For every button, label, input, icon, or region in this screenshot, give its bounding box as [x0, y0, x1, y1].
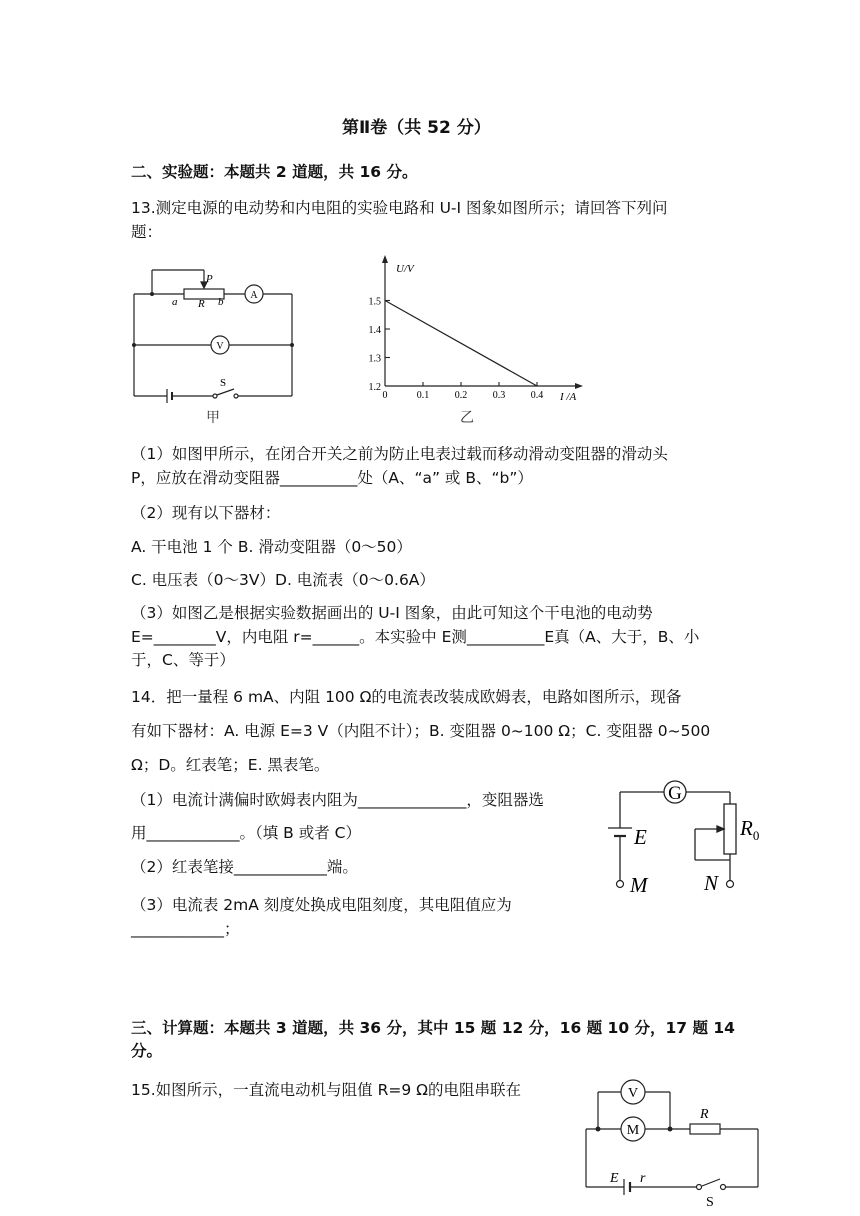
q13-sub3-line1: （3）如图乙是根据实验数据画出的 U-I 图象，由此可知这个干电池的电动势 [131, 604, 653, 622]
q13-sub1-line2: P，应放在滑动变阻器__________处（A、“a” 或 B、“b”） [131, 469, 533, 487]
x-tick-label: 0.3 [492, 390, 506, 401]
q13-sub3-line2: E=________V，内电阻 r=______。本实验中 E测__________E真（A、大于，B、小 [131, 628, 700, 646]
q14-line3: Ω；D。红表笔；E. 黑表笔。 [131, 756, 330, 774]
source-label-e: E [634, 825, 647, 849]
q14-line2: 有如下器材：A. 电源 E=3 V（内阻不计）；B. 变阻器 0~100 Ω；C. 变阻器 0~500 [131, 722, 711, 740]
q15-internal-r-label: r [640, 1171, 646, 1186]
q15-motor-label: M [626, 1123, 640, 1138]
y-tick-label: 1.4 [368, 325, 381, 336]
q14-sub3-line1: （3）电流表 2mA 刻度处换成电阻刻度，其电阻值应为 [131, 896, 512, 914]
voltmeter-label: V [216, 341, 224, 352]
q15-resistor-label: R [700, 1107, 709, 1122]
part3-heading-line2: 分。 [131, 1042, 163, 1060]
x-tick-label: 0.2 [454, 390, 468, 401]
q13-options-cd: C. 电压表（0～3V）D. 电流表（0～0.6A） [131, 571, 435, 589]
q13-sub2: （2）现有以下器材： [131, 504, 281, 522]
q15-source-label: E [610, 1171, 619, 1186]
q14-ohmmeter-circuit [600, 772, 780, 900]
rheostat-label-r0: $R_0$ [740, 816, 760, 843]
q15-motor-circuit [578, 1072, 768, 1212]
switch-label: S [220, 377, 227, 389]
end-label-a: a [172, 296, 178, 308]
q14-sub1-line1: （1）电流计满偏时欧姆表内阻为______________，变阻器选 [131, 791, 544, 809]
part3-heading-line1: 三、计算题：本题共 3 道题，共 36 分，其中 15 题 12 分，16 题 10 分，17 题 14 [131, 1019, 735, 1037]
q14-line1: 14．把一量程 6 mA、内阻 100 Ω的电流表改装成欧姆表，电路如图所示，现备 [131, 688, 682, 706]
q13-circuit-jia [128, 262, 300, 430]
ammeter-label: A [250, 290, 258, 301]
q15-line1: 15.如图所示，一直流电动机与阻值 R=9 Ω的电阻串联在 [131, 1081, 521, 1099]
x-tick-label: 0.1 [416, 390, 430, 401]
section-title: 第Ⅱ卷（共 52 分） [342, 118, 491, 138]
x-tick-label: 0 [382, 390, 388, 401]
galvanometer-label: G [668, 783, 682, 804]
q13-ui-graph [352, 252, 592, 432]
y-tick-label: 1.2 [368, 382, 381, 393]
fig-yi-caption: 乙 [460, 411, 474, 426]
q15-voltmeter-label: V [627, 1086, 639, 1101]
fig-jia-caption: 甲 [206, 411, 220, 426]
q13-stem-line1: 13.测定电源的电动势和内电阻的实验电路和 U-I 图象如图所示；请回答下列问 [131, 199, 668, 217]
q14-sub3-line2: ____________； [131, 920, 240, 938]
y-axis-label: U/V [396, 263, 414, 275]
q14-sub2: （2）红表笔接____________端。 [131, 858, 358, 876]
x-axis-label: I /A [560, 391, 577, 403]
q13-sub3-line3: 于，C、等于） [131, 651, 235, 669]
ui-line [385, 301, 537, 387]
y-tick-label: 1.3 [368, 353, 381, 365]
q13-sub1-line1: （1）如图甲所示，在闭合开关之前为防止电表过载而移动滑动变阻器的滑动头 [131, 445, 668, 463]
terminal-label-n: N [704, 871, 719, 895]
q13-stem-line2: 题： [131, 223, 163, 241]
y-tick-label: 1.5 [368, 296, 381, 308]
rheostat-label-r: R [198, 298, 205, 310]
q13-options-ab: A. 干电池 1 个 B. 滑动变阻器（0～50） [131, 538, 412, 556]
q15-switch-label: S [706, 1195, 714, 1210]
part2-heading: 二、实验题：本题共 2 道题，共 16 分。 [131, 163, 418, 181]
slider-label-p: P [206, 273, 213, 285]
q14-sub1-line2: 用____________。（填 B 或者 C） [131, 824, 361, 842]
end-label-b: b [218, 296, 224, 308]
terminal-label-m: M [630, 873, 648, 897]
x-tick-label: 0.4 [530, 390, 544, 401]
